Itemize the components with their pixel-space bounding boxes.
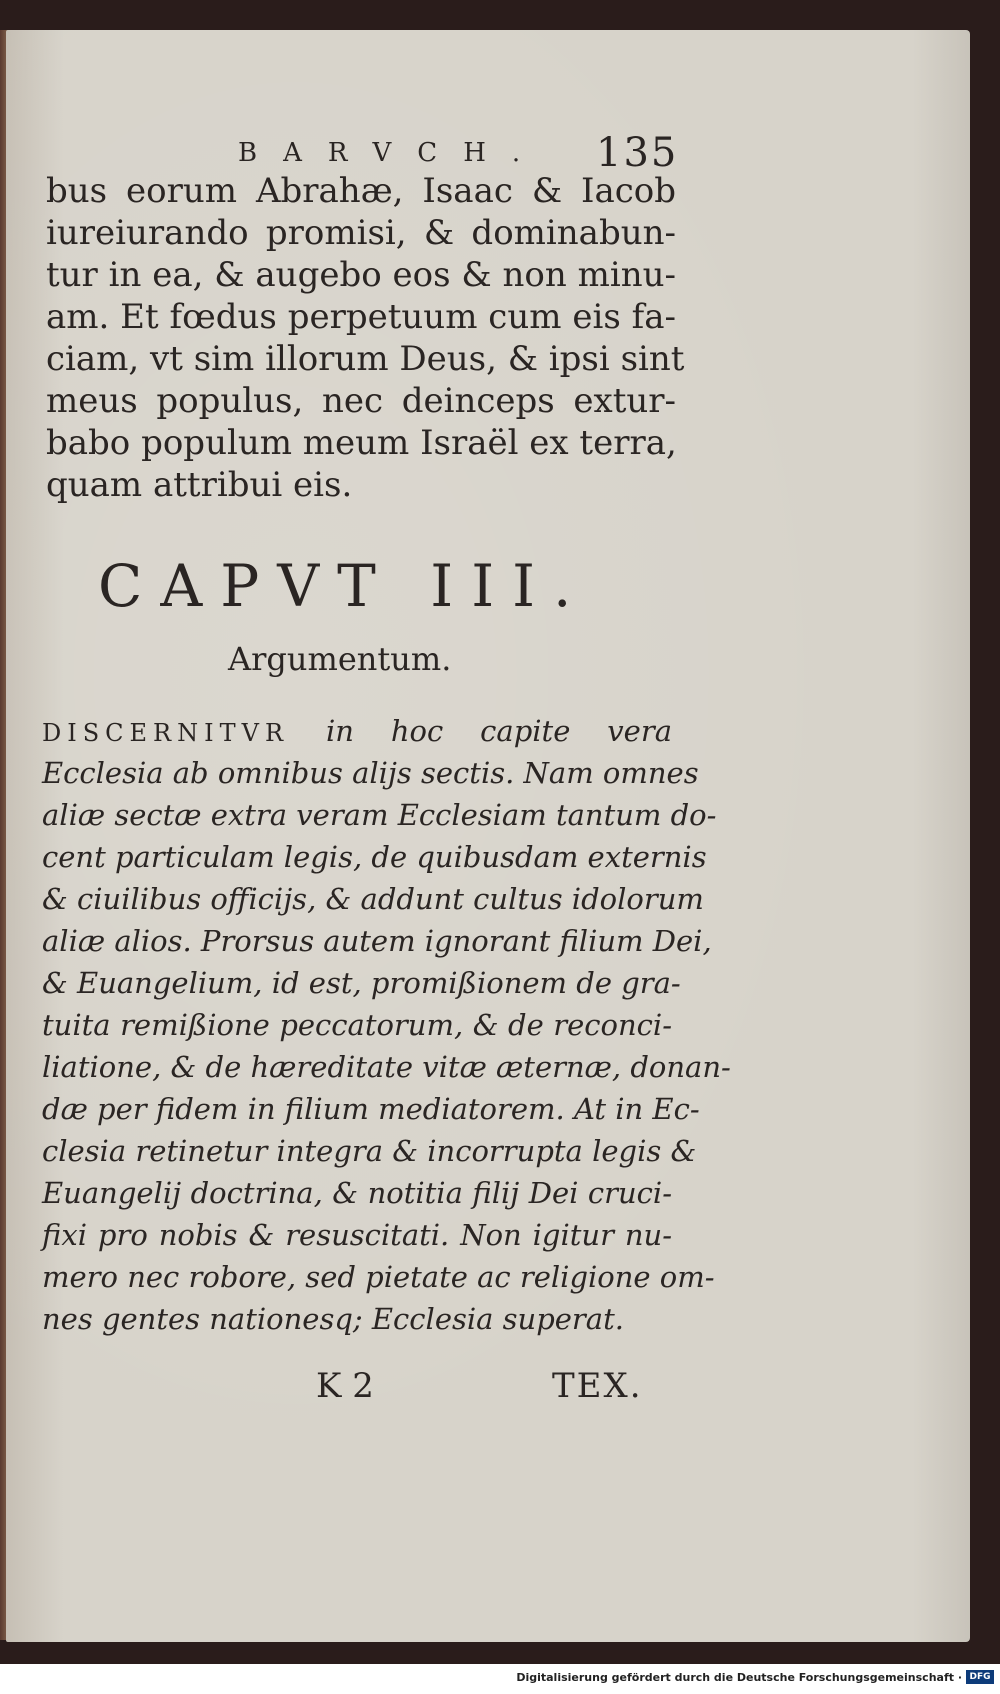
page-number: 135 [596, 130, 679, 176]
argument-line: dæ per fidem in filium mediatorem. At in Ec- [42, 1092, 700, 1126]
argument-line: mero nec robore, sed pietate ac religione om- [42, 1260, 715, 1294]
text-line: ciam, vt sim illorum Deus, & ipsi sint [46, 339, 685, 379]
argument-text [42, 710, 731, 1340]
body-text [46, 170, 685, 506]
argument-first-line [42, 710, 672, 752]
book-page [6, 30, 970, 1642]
dfg-logo-icon: DFG [966, 1670, 994, 1684]
funding-credit: Digitalisierung gefördert durch die Deutsche Forschungsgemeinschaft · [516, 1671, 962, 1684]
argument-line: clesia retinetur integra & incorrupta legis & [42, 1134, 697, 1168]
argument-line: nes gentes nationesq; Ecclesia superat. [42, 1302, 624, 1336]
text-line: babo populum meum Israël ex terra, [46, 423, 677, 463]
argument-heading: Argumentum. [228, 640, 452, 678]
argument-line: Ecclesia ab omnibus alijs sectis. Nam omnes [42, 756, 699, 790]
argument-first-word: DISCERNITVR [42, 719, 290, 747]
text-line: iureiurando promisi, & dominabun- [46, 213, 676, 253]
text-line: am. Et fœdus perpetuum cum eis fa- [46, 297, 676, 337]
argument-line: & Euangelium, id est, promißionem de gra- [42, 966, 681, 1000]
argument-first-line-rest: in hoc capite vera [289, 714, 672, 748]
running-head: BARVCH. [238, 138, 547, 168]
argument-line: fixi pro nobis & resuscitati. Non igitur nu- [42, 1218, 672, 1252]
text-line: quam attribui eis. [46, 465, 353, 505]
catchword: TEX. [552, 1366, 643, 1406]
argument-line: aliæ sectæ extra veram Ecclesiam tantum do- [42, 798, 717, 832]
argument-line: aliæ alios. Prorsus autem ignorant filium Dei, [42, 924, 712, 958]
footer-bar [0, 1664, 1000, 1694]
argument-line: tuita remißione peccatorum, & de reconci- [42, 1008, 672, 1042]
argument-line: & ciuilibus officijs, & addunt cultus idolorum [42, 882, 704, 916]
text-line: meus populus, nec deinceps extur- [46, 381, 676, 421]
signature-mark: K 2 [316, 1366, 374, 1406]
argument-line: cent particulam legis, de quibusdam externis [42, 840, 707, 874]
argument-line: Euangelij doctrina, & notitia filij Dei cruci- [42, 1176, 672, 1210]
text-line: bus eorum Abrahæ, Isaac & Iacob [46, 171, 676, 211]
chapter-heading: CAPVT III. [98, 552, 590, 620]
argument-line: liatione, & de hæreditate vitæ æternæ, donan- [42, 1050, 731, 1084]
text-line: tur in ea, & augebo eos & non minu- [46, 255, 676, 295]
